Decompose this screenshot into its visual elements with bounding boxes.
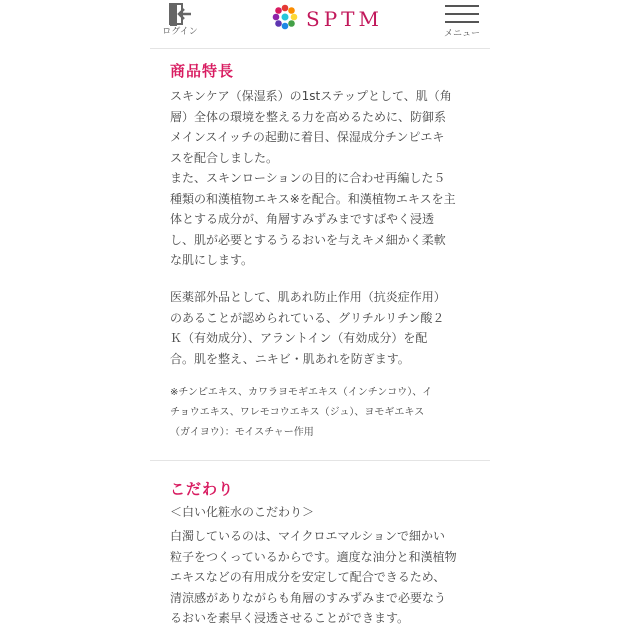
site-logo[interactable] xyxy=(270,4,383,34)
text-line: し、肌が必要とするうるおいを与えキメ細かく柔軟 xyxy=(170,232,446,247)
menu-button[interactable] xyxy=(440,5,484,45)
text-line: スを配合しました。 xyxy=(170,150,279,165)
text-line: 清涼感がありながらも角層のすみずみまで必要なう xyxy=(170,590,447,605)
text-line: また、スキンローションの目的に合わせ再編した５ xyxy=(170,171,446,185)
login-label: ログイン xyxy=(162,27,198,37)
features-title: 商品特長 xyxy=(170,62,235,80)
site-header xyxy=(150,0,490,49)
text-line: のあることが認められている、グリチルリチン酸２ xyxy=(170,310,445,325)
logo-text: SPTM xyxy=(306,7,383,31)
text-line: 白濁しているのは、マイクロエマルションで細かい xyxy=(170,529,445,543)
text-line: エキスなどの有用成分を安定して配合できるため、 xyxy=(170,570,446,584)
text-line: 合。肌を整え、ニキビ・肌あれを防ぎます。 xyxy=(170,351,410,366)
kodawari-paragraph xyxy=(170,526,470,629)
section-divider xyxy=(150,460,490,461)
text-line: Ｋ（有効成分）、アラントイン（有効成分）を配 xyxy=(170,331,428,345)
login-button[interactable] xyxy=(158,3,202,43)
login-icon xyxy=(158,3,202,27)
note-line: チョウエキス、ワレモコウエキス（ジュ）、ヨモギエキス xyxy=(170,407,425,418)
kodawari-subtitle: ＜白い化粧水のこだわり＞ xyxy=(170,505,315,519)
hamburger-menu-icon xyxy=(445,5,479,23)
features-paragraph-2 xyxy=(170,287,470,369)
text-line: 種類の和漢植物エキス※を配合。和漢植物エキスを主 xyxy=(170,191,456,206)
text-line: な肌にします。 xyxy=(170,253,254,267)
menu-label: メニュー xyxy=(443,29,480,39)
text-line: るおいを素早く浸透させることができます。 xyxy=(170,611,410,625)
text-line: 医薬部外品として、肌あれ防止作用（抗炎症作用） xyxy=(170,290,446,304)
features-note xyxy=(170,383,470,443)
flower-logo-icon xyxy=(270,2,300,36)
text-line: 層）全体の環境を整える力を高めるために、防御系 xyxy=(170,109,447,124)
text-line: 粒子をつくっているからです。適度な油分と和漢植物 xyxy=(170,549,457,564)
text-line: 体とする成分が、角層すみずみまですばやく浸透 xyxy=(170,212,435,226)
note-line: ※チンピエキス、カワラヨモギエキス（インチンコウ）、イ xyxy=(170,387,433,398)
features-paragraph-1 xyxy=(170,86,470,271)
text-line: メインスイッチの起動に着目、保湿成分チンピエキ xyxy=(170,130,445,144)
kodawari-title: こだわり xyxy=(170,480,235,498)
note-line: （ガイヨウ）：モイスチャー作用 xyxy=(170,427,314,438)
text-line: スキンケア（保湿系）の1stステップとして、肌（角 xyxy=(170,89,452,103)
